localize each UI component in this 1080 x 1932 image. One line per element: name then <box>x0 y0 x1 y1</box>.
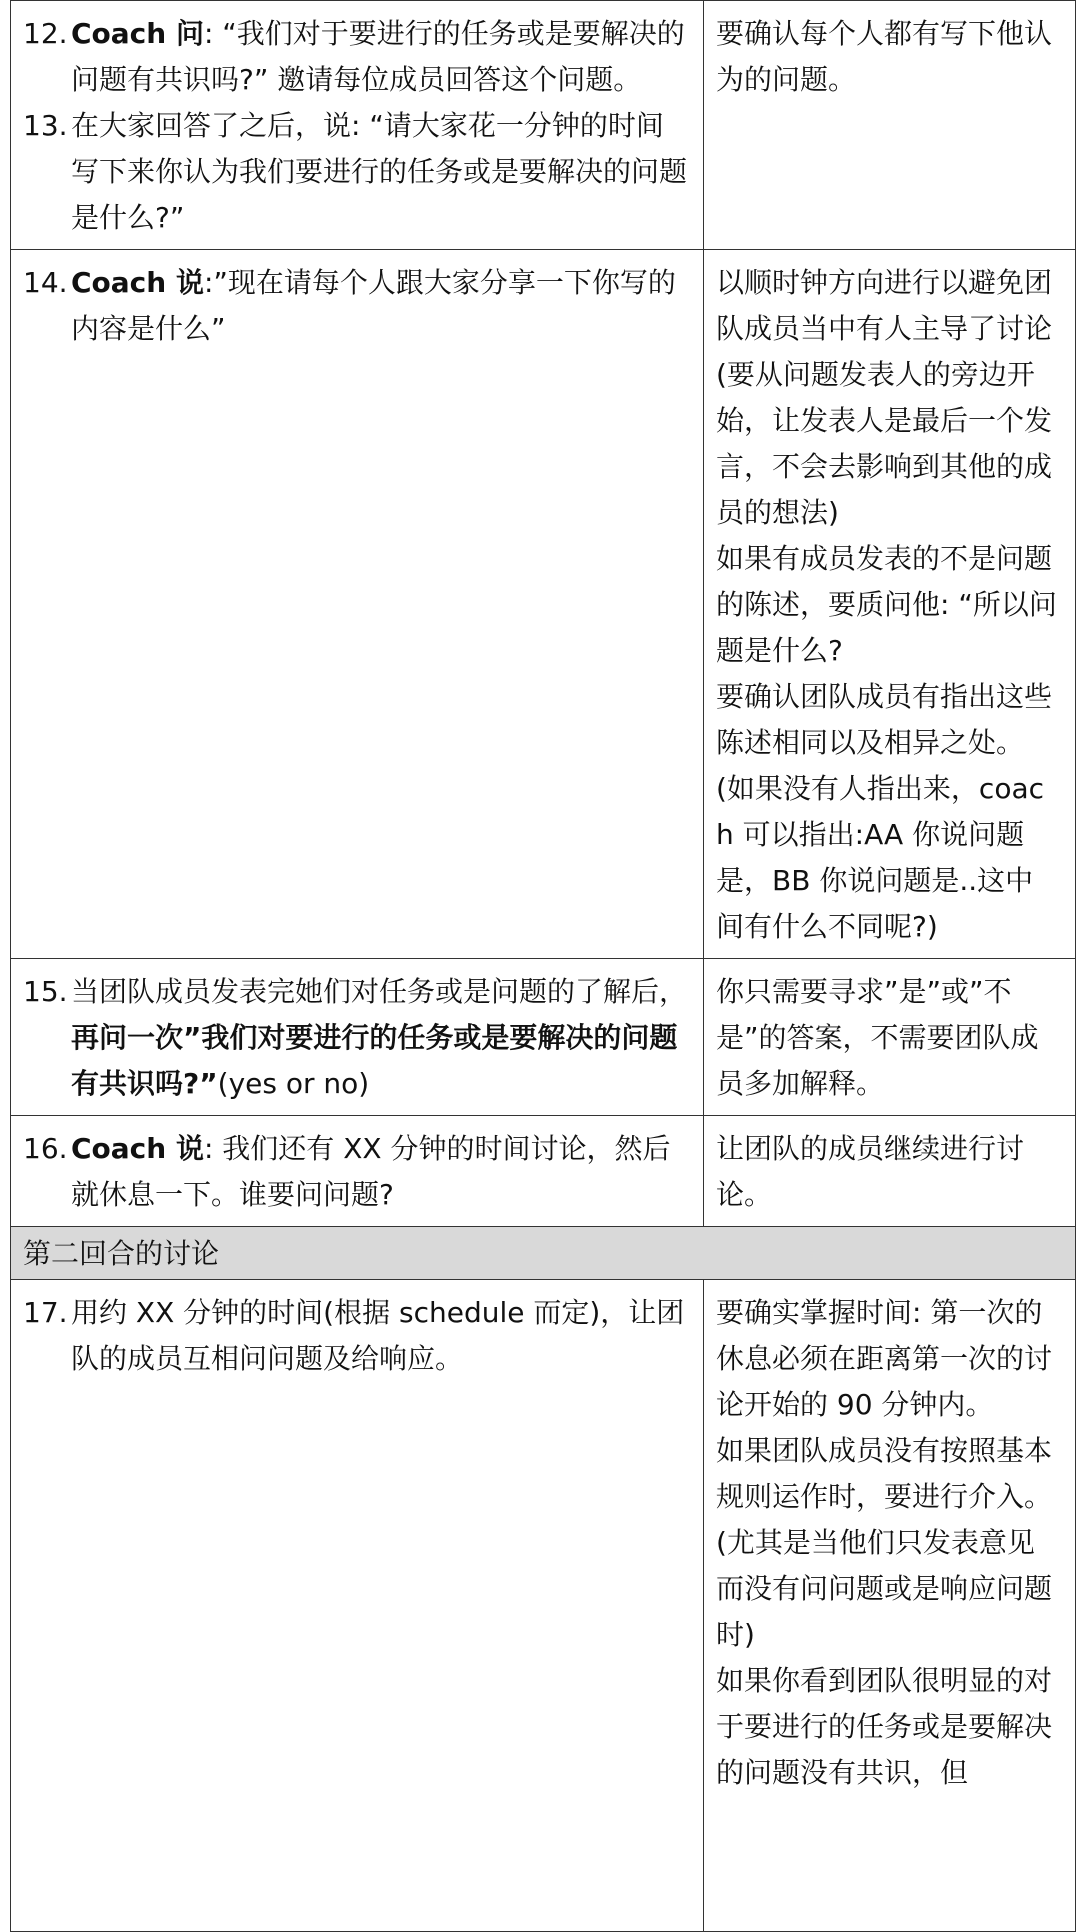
step-number: 16. <box>23 1132 68 1165</box>
step-item <box>23 103 689 241</box>
section-header-row <box>11 1227 1076 1280</box>
table-row <box>11 1 1076 250</box>
note-text: 如果有成员发表的不是问题的陈述，要质问他: “所以问题是什么? <box>716 542 1057 667</box>
note-cell <box>704 1116 1076 1227</box>
step-item <box>23 11 689 103</box>
note-text: 如果你看到团队很明显的对于要进行的任务或是要解决的问题没有共识，但 <box>716 1664 1053 1789</box>
step-text-run: 当团队成员发表完她们对任务或是问题的了解后， <box>71 975 688 1008</box>
table-body <box>11 1 1076 1932</box>
table-row <box>11 250 1076 959</box>
table-row <box>11 1116 1076 1227</box>
step-item <box>23 260 689 352</box>
note-cell <box>704 1 1076 250</box>
step-item <box>23 1290 689 1382</box>
step-number: 14. <box>23 266 68 299</box>
instruction-table <box>10 0 1076 1932</box>
step-text-bold: Coach 问 <box>71 17 204 50</box>
step-text-run: 在大家回答了之后，说: “请大家花一分钟的时间写下来你认为我们要进行的任务或是要解决的问题是什么?” <box>71 109 688 234</box>
note-text: 要确实掌握时间: 第一次的休息必须在距离第一次的讨论开始的 90 分钟内。 <box>716 1296 1053 1421</box>
step-text <box>71 1126 689 1218</box>
note-cell <box>704 250 1076 959</box>
step-item <box>23 1126 689 1218</box>
step-number: 17. <box>23 1296 68 1329</box>
step-text-run: 用约 XX 分钟的时间(根据 schedule 而定)，让团队的成员互相问问题及给响应。 <box>71 1296 685 1375</box>
note-text: 以顺时钟方向进行以避免团队成员当中有人主导了讨论(要从问题发表人的旁边开始，让发表人是最后一个发言，不会去影响到其他的成员的想法) <box>716 266 1053 529</box>
step-text-run: : 我们还有 XX 分钟的时间讨论，然后就休息一下。谁要问问题? <box>71 1132 671 1211</box>
step-text-run: :”现在请每个人跟大家分享一下你写的内容是什么” <box>71 266 676 345</box>
step-text <box>71 969 689 1107</box>
step-number: 12. <box>23 17 68 50</box>
step-cell <box>11 1 704 250</box>
step-text-run: (yes or no) <box>217 1067 370 1100</box>
note-cell <box>704 959 1076 1116</box>
table-row <box>11 1280 1076 1932</box>
step-cell <box>11 1116 704 1227</box>
step-text <box>71 11 689 103</box>
step-text-run: : “我们对于要进行的任务或是要解决的问题有共识吗?” 邀请每位成员回答这个问题。 <box>71 17 685 96</box>
note-cell <box>704 1280 1076 1932</box>
table-row <box>11 959 1076 1116</box>
step-text <box>71 103 689 241</box>
step-text-bold: 再问一次”我们对要进行的任务或是要解决的问题有共识吗?” <box>71 1021 678 1100</box>
note-text: 要确认团队成员有指出这些陈述相同以及相异之处。(如果没有人指出来，coach 可以指出:AA 你说问题是，BB 你说问题是..这中间有什么不同呢?) <box>716 680 1053 943</box>
step-number: 13. <box>23 109 68 142</box>
step-item <box>23 969 689 1107</box>
step-cell <box>11 1280 704 1932</box>
step-cell <box>11 959 704 1116</box>
step-cell <box>11 250 704 959</box>
step-text <box>71 1290 689 1382</box>
step-text <box>71 260 689 352</box>
note-text: 如果团队成员没有按照基本规则运作时，要进行介入。(尤其是当他们只发表意见而没有问问题或是响应问题时) <box>716 1434 1053 1651</box>
section-title: 第二回合的讨论 <box>11 1227 1076 1280</box>
note-text: 你只需要寻求”是”或”不是”的答案，不需要团队成员多加解释。 <box>716 975 1039 1100</box>
step-number: 15. <box>23 975 68 1008</box>
step-text-bold: Coach 说 <box>71 266 204 299</box>
note-text: 让团队的成员继续进行讨论。 <box>716 1132 1025 1211</box>
note-text: 要确认每个人都有写下他认为的问题。 <box>716 17 1053 96</box>
step-text-bold: Coach 说 <box>71 1132 204 1165</box>
